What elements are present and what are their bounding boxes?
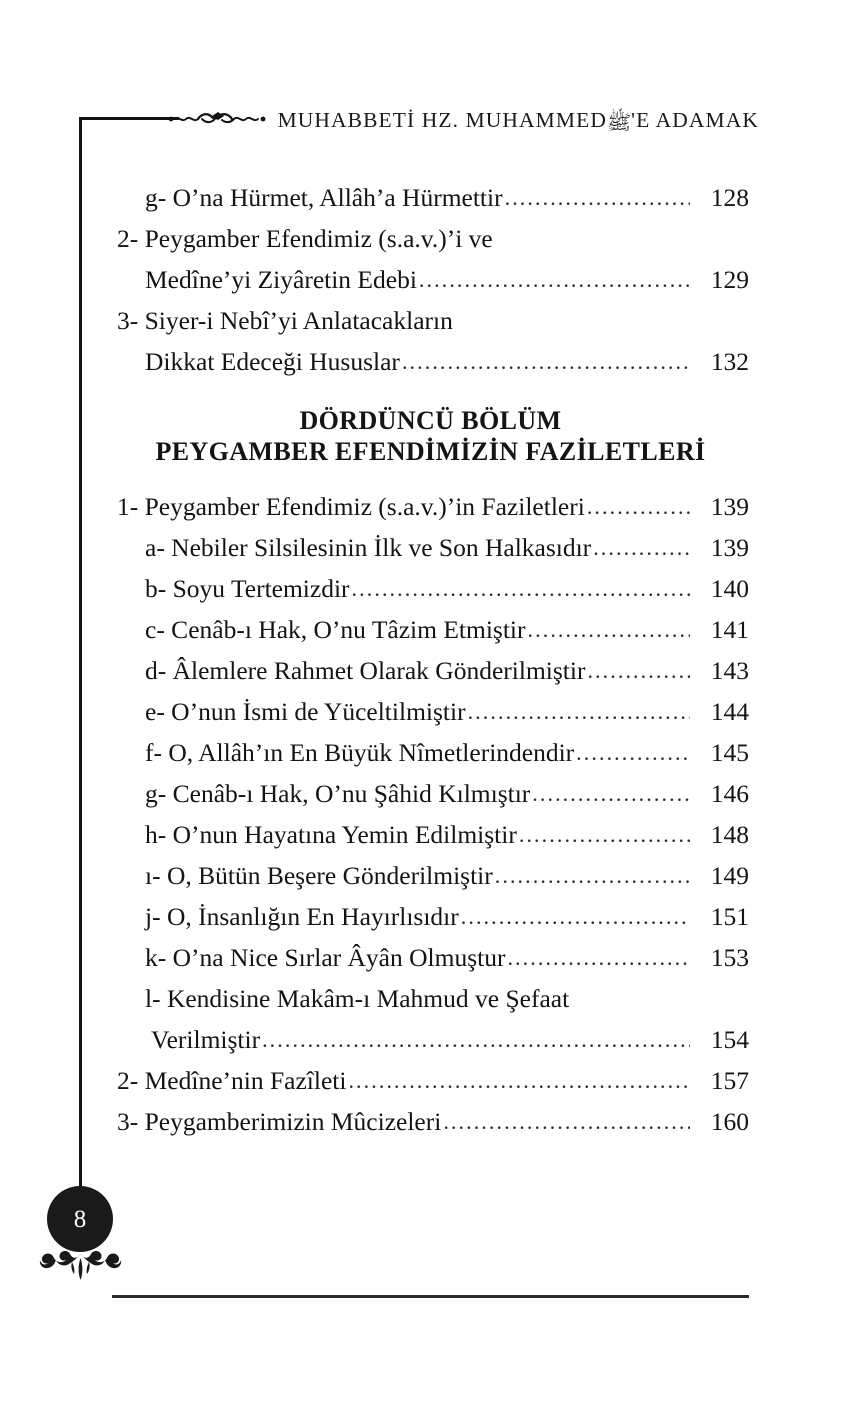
toc-entry[interactable] (112, 573, 749, 603)
toc-entry-page-number: 153 (710, 942, 749, 972)
toc-leader-dots (519, 822, 690, 848)
toc-leader-dots (587, 494, 690, 520)
toc-entry[interactable] (112, 491, 749, 521)
toc-entry[interactable] (112, 778, 749, 808)
toc-entry-label: c- Cenâb-ı Hak, O’nu Tâzim Etmiştir (145, 614, 526, 644)
toc-entry-label: j- O, İnsanlığın En Hayırlısıdır (145, 901, 459, 931)
page-number-badge (47, 1186, 113, 1252)
toc-entry-page-number: 132 (710, 347, 749, 376)
floral-flourish-icon (38, 1248, 123, 1282)
section-heading-line2: PEYGAMBER EFENDİMİZİN FAZİLETLERİ (155, 437, 706, 467)
toc-entry[interactable] (112, 983, 749, 1013)
toc-entry-page-number: 149 (710, 860, 749, 890)
toc-entry-label: Dikkat Edeceği Hususlar (145, 347, 400, 376)
toc-entry[interactable] (112, 614, 749, 644)
toc-entry-label: 3- Peygamberimizin Mûcizeleri (117, 1106, 442, 1136)
toc-entry-page-number: 144 (710, 696, 749, 726)
toc-entry-page-number: 146 (710, 778, 749, 808)
header-title-before: MUHABBETİ HZ. MUHAMMED (277, 107, 607, 132)
toc-group-bottom (112, 491, 749, 1136)
toc-entry[interactable] (112, 1024, 749, 1054)
page-title (278, 108, 759, 133)
toc-leader-dots (593, 535, 690, 561)
toc-entry[interactable] (112, 696, 749, 726)
toc-entry-page-number: 145 (710, 737, 749, 767)
toc-entry[interactable] (112, 819, 749, 849)
toc-leader-dots (348, 1068, 690, 1094)
toc-entry-label: b- Soyu Tertemizdir (145, 573, 350, 603)
toc-leader-dots (495, 226, 690, 252)
toc-entry-label: d- Âlemlere Rahmet Olarak Gönderilmiştir (145, 655, 586, 685)
toc-entry[interactable] (112, 532, 749, 562)
toc-entry-page-number: 139 (710, 491, 749, 521)
toc-entry-label: Verilmiştir (151, 1024, 261, 1054)
toc-leader-dots (468, 699, 690, 725)
salawat-icon: ﷺ (606, 111, 632, 134)
toc-leader-dots (532, 781, 690, 807)
header-title-after: 'E ADAMAK (631, 107, 759, 132)
toc-leader-dots (587, 658, 690, 684)
toc-entry-page-number: 139 (710, 532, 749, 562)
header-ornament-icon (168, 111, 268, 127)
toc-entry[interactable] (112, 267, 749, 293)
toc-entry-page-number: 128 (710, 183, 749, 212)
toc-entry-label: 3- Siyer-i Nebî’yi Anlatacakların (117, 306, 453, 335)
toc-leader-dots (402, 349, 690, 375)
toc-leader-dots (455, 308, 690, 334)
toc-entry[interactable] (112, 655, 749, 685)
toc-entry-page-number: 157 (710, 1065, 749, 1095)
toc-entry-page-number: 143 (710, 655, 749, 685)
toc-entry-label: g- Cenâb-ı Hak, O’nu Şâhid Kılmıştır (145, 778, 531, 808)
toc-entry-label: l- Kendisine Makâm-ı Mahmud ve Şefaat (145, 983, 570, 1013)
toc-leader-dots (419, 267, 690, 293)
toc-entry[interactable] (112, 185, 749, 211)
toc-entry-label: Medîne’yi Ziyâretin Edebi (145, 265, 417, 294)
section-heading (112, 405, 749, 468)
toc-group-top (112, 185, 749, 375)
toc-leader-dots (443, 1109, 690, 1135)
table-of-contents (112, 185, 749, 1150)
running-head (79, 100, 759, 140)
toc-entry[interactable] (112, 1106, 749, 1136)
toc-entry-label: a- Nebiler Silsilesinin İlk ve Son Halkasıdır (145, 532, 592, 562)
toc-entry-label: 2- Peygamber Efendimiz (s.a.v.)’i ve (117, 224, 493, 253)
toc-entry[interactable] (112, 1065, 749, 1095)
toc-entry-page-number: 140 (710, 573, 749, 603)
section-heading-line1: DÖRDÜNCÜ BÖLÜM (299, 405, 562, 435)
toc-leader-dots (505, 185, 690, 211)
toc-leader-dots (507, 945, 690, 971)
toc-leader-dots (461, 904, 690, 930)
toc-entry-page-number: 151 (710, 901, 749, 931)
toc-entry-label: e- O’nun İsmi de Yüceltilmiştir (145, 696, 466, 726)
toc-leader-dots (262, 1027, 690, 1053)
toc-entry-page-number: 129 (710, 265, 749, 294)
toc-leader-dots (528, 617, 690, 643)
toc-entry[interactable] (112, 226, 749, 252)
toc-entry[interactable] (112, 901, 749, 931)
toc-entry[interactable] (112, 308, 749, 334)
toc-leader-dots (571, 986, 690, 1012)
toc-entry[interactable] (112, 737, 749, 767)
toc-entry-page-number: 160 (710, 1106, 749, 1136)
toc-entry-label: f- O, Allâh’ın En Büyük Nîmetlerindendir (145, 737, 575, 767)
toc-entry-label: h- O’nun Hayatına Yemin Edilmiştir (145, 819, 517, 849)
left-vertical-rule (79, 117, 82, 1192)
toc-leader-dots (576, 740, 690, 766)
toc-entry-label: 2- Medîne’nin Fazîleti (117, 1065, 347, 1095)
toc-entry-page-number: 154 (710, 1024, 749, 1054)
toc-entry[interactable] (112, 942, 749, 972)
toc-entry-label: ı- O, Bütün Beşere Gönderilmiştir (145, 860, 493, 890)
toc-entry-page-number: 141 (710, 614, 749, 644)
toc-entry[interactable] (112, 860, 749, 890)
toc-entry[interactable] (112, 349, 749, 375)
toc-leader-dots (495, 863, 690, 889)
toc-leader-dots (352, 576, 690, 602)
page-number: 8 (73, 1205, 87, 1233)
bottom-rule (112, 1295, 749, 1298)
toc-entry-page-number: 148 (710, 819, 749, 849)
toc-entry-label: g- O’na Hürmet, Allâh’a Hürmettir (145, 183, 503, 212)
toc-entry-label: k- O’na Nice Sırlar Âyân Olmuştur (145, 942, 506, 972)
toc-entry-label: 1- Peygamber Efendimiz (s.a.v.)’in Faziletleri (117, 491, 585, 521)
